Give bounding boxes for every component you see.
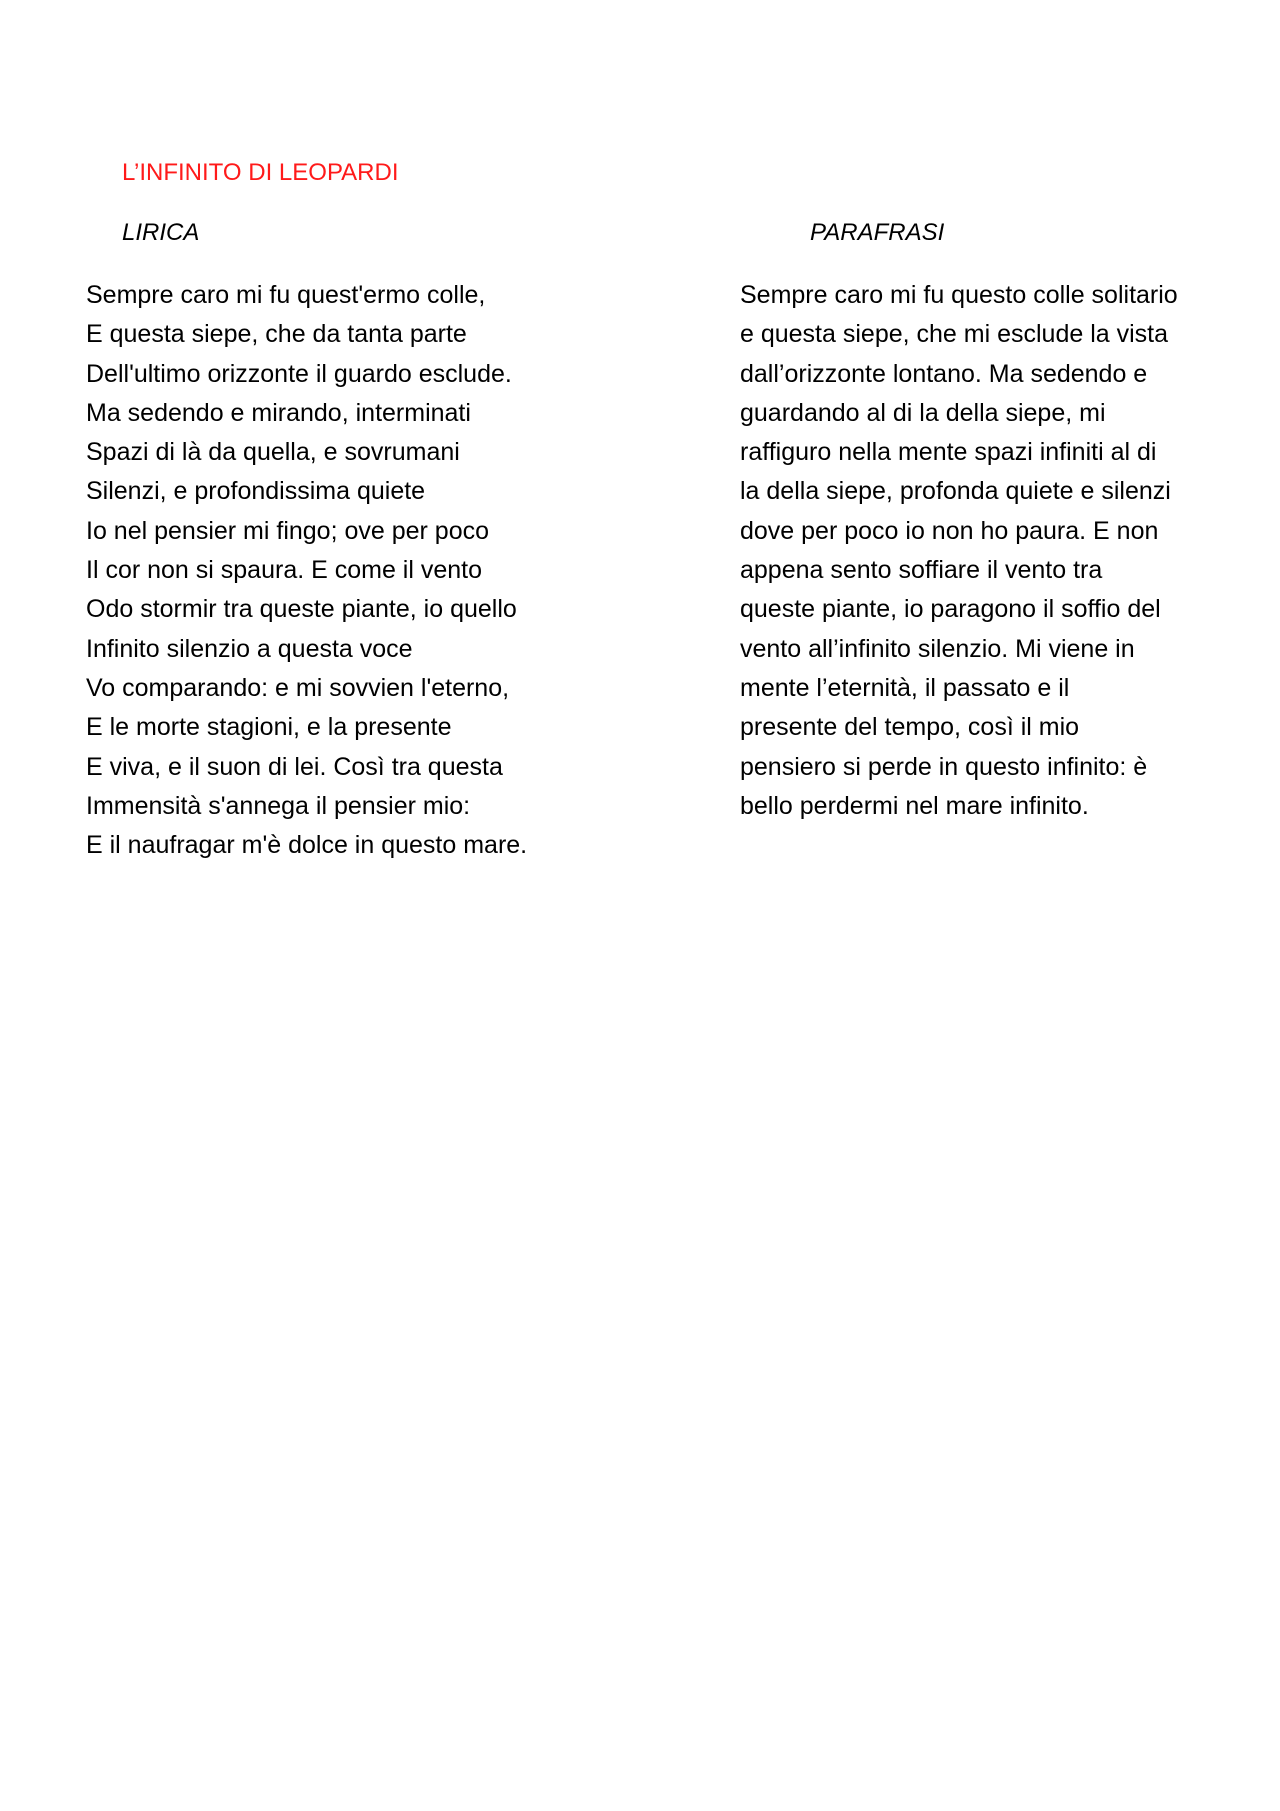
lirica-line: Il cor non si spaura. E come il vento xyxy=(86,556,483,585)
lirica-line: Ma sedendo e mirando, interminati xyxy=(86,398,471,427)
parafrasi-line: la della siepe, profonda quiete e silenzi xyxy=(740,477,1171,506)
parafrasi-line: vento all’infinito silenzio. Mi viene in xyxy=(740,634,1135,663)
lirica-line: Immensità s'annega il pensier mio: xyxy=(86,791,471,820)
lirica-line: E il naufragar m'è dolce in questo mare. xyxy=(86,831,528,860)
lirica-line: Spazi di là da quella, e sovrumani xyxy=(86,438,460,467)
lirica-line: Dell'ultimo orizzonte il guardo esclude. xyxy=(86,359,512,388)
lirica-text xyxy=(86,276,527,865)
lirica-line: Infinito silenzio a questa voce xyxy=(86,634,413,663)
lirica-line: Silenzi, e profondissima quiete xyxy=(86,477,426,506)
lirica-line: E questa siepe, che da tanta parte xyxy=(86,320,467,349)
lirica-heading: LIRICA xyxy=(122,219,200,246)
parafrasi-line: pensiero si perde in questo infinito: è xyxy=(740,752,1148,781)
parafrasi-heading: PARAFRASI xyxy=(810,219,945,246)
parafrasi-line: guardando al di la della siepe, mi xyxy=(740,398,1106,427)
parafrasi-line: presente del tempo, così il mio xyxy=(740,713,1080,742)
parafrasi-line: e questa siepe, che mi esclude la vista xyxy=(740,320,1169,349)
parafrasi-line: Sempre caro mi fu questo colle solitario xyxy=(740,281,1178,309)
lirica-line: Io nel pensier mi fingo; ove per poco xyxy=(86,516,490,545)
parafrasi-line: queste piante, io paragono il soffio del xyxy=(740,595,1161,624)
parafrasi-line: bello perdermi nel mare infinito. xyxy=(740,791,1089,820)
lirica-line: Vo comparando: e mi sovvien l'eterno, xyxy=(86,673,510,702)
lirica-line: Sempre caro mi fu quest'ermo colle, xyxy=(86,281,486,309)
parafrasi-line: raffiguro nella mente spazi infiniti al di xyxy=(740,438,1157,467)
parafrasi-line: appena sento soffiare il vento tra xyxy=(740,556,1103,585)
parafrasi-line: dall’orizzonte lontano. Ma sedendo e xyxy=(740,359,1148,388)
parafrasi-text xyxy=(740,276,1178,826)
parafrasi-line: mente l’eternità, il passato e il xyxy=(740,673,1070,702)
lirica-line: E viva, e il suon di lei. Così tra questa xyxy=(86,752,503,781)
lirica-line: E le morte stagioni, e la presente xyxy=(86,713,452,742)
document-title: L’INFINITO DI LEOPARDI xyxy=(122,159,399,186)
lirica-line: Odo stormir tra queste piante, io quello xyxy=(86,595,517,624)
parafrasi-line: dove per poco io non ho paura. E non xyxy=(740,516,1159,545)
